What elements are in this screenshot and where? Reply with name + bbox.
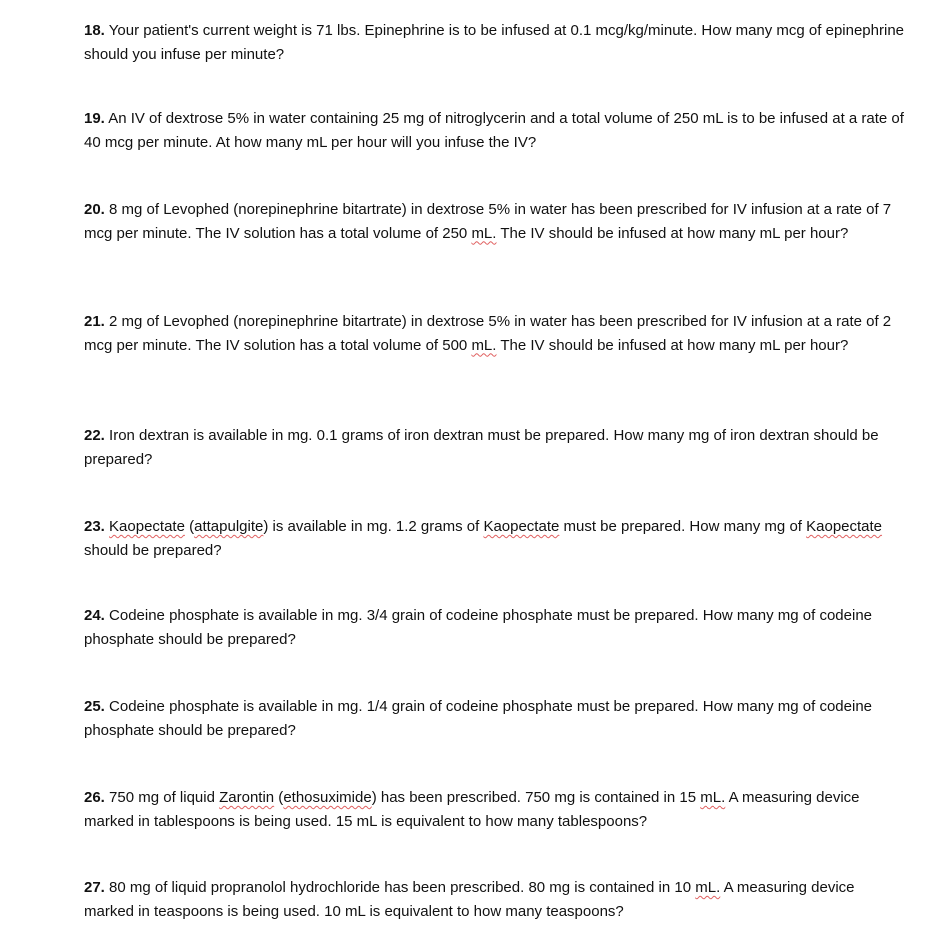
question-number: 20. (84, 201, 105, 218)
question-text: ( (274, 789, 284, 806)
question-25 (84, 695, 904, 742)
spellcheck-flagged-word: Kaopectate (806, 518, 883, 535)
question-text: Your patient's current weight is 71 lbs. Epinephrine is to be infused at 0.1 mcg/kg/minute. How many mcg of epinephrine should you infuse per minute? (84, 22, 905, 63)
question-number: 23. (84, 518, 105, 535)
question-text: ) is available in mg. 1.2 grams of (263, 518, 484, 535)
question-text: An IV of dextrose 5% in water containing 25 mg of nitroglycerin and a total volume of 250 mL is to be infused at a rate of 40 mcg per minute. At how many mL per hour will you infuse the IV? (84, 110, 904, 151)
question-text: ) has been prescribed. 750 mg is contained in 15 (371, 789, 701, 806)
question-text: A measuring device marked in tablespoons is being used. 15 mL is equivalent to how many tablespoons? (84, 789, 860, 830)
question-text: Codeine phosphate is available in mg. 3/4 grain of codeine phosphate must be prepared. How many mg of codeine phosphate should be prepared? (84, 607, 873, 648)
question-text: 750 mg of liquid (104, 789, 220, 806)
question-22 (84, 424, 904, 471)
question-text: The IV should be infused at how many mL per hour? (496, 336, 849, 354)
spellcheck-flagged-word: ethosuximide (283, 789, 372, 806)
question-text: A measuring device marked in teaspoons is being used. 10 mL is equivalent to how many teaspoons? (84, 879, 855, 920)
question-20 (84, 198, 904, 245)
question-text: must be prepared. How many mg of (559, 518, 807, 535)
question-text: The IV should be infused at how many mL per hour? (496, 224, 849, 242)
question-23 (84, 515, 904, 562)
question-number: 27. (84, 879, 105, 896)
spellcheck-flagged-word: Kaopectate (109, 518, 185, 535)
spellcheck-flagged-word: Zarontin (219, 789, 275, 806)
question-number: 21. (84, 313, 105, 330)
question-24 (84, 604, 904, 651)
question-text: 80 mg of liquid propranolol hydrochloride has been prescribed. 80 mg is contained in 10 (104, 879, 696, 896)
question-number: 24. (84, 607, 105, 624)
spellcheck-flagged-word: mL. (471, 224, 497, 242)
question-text: 2 mg of Levophed (norepinephrine bitartrate) in dextrose 5% in water has been prescribed for IV infusion at a rate of 2 mcg per minute. The IV solution has a total volume of 500 (84, 313, 892, 354)
spellcheck-flagged-word: mL. (471, 336, 497, 354)
question-18 (84, 19, 904, 66)
question-26 (84, 786, 904, 833)
question-number: 18. (84, 22, 105, 39)
spellcheck-flagged-word: mL. (695, 879, 721, 896)
question-21 (84, 310, 904, 357)
question-text: Iron dextran is available in mg. 0.1 grams of iron dextran must be prepared. How many mg of iron dextran should be prepared? (84, 427, 879, 468)
question-number: 19. (84, 110, 105, 127)
spellcheck-flagged-word: attapulgite (194, 518, 264, 535)
question-19 (84, 107, 904, 154)
question-number: 22. (84, 427, 105, 444)
question-text: should be prepared? (84, 541, 222, 559)
question-number: 25. (84, 698, 105, 715)
question-text: 8 mg of Levophed (norepinephrine bitartrate) in dextrose 5% in water has been prescribed for IV infusion at a rate of 7 mcg per minute. The IV solution has a total volume of 250 (84, 201, 892, 242)
spellcheck-flagged-word: mL. (700, 789, 726, 806)
question-27 (84, 876, 904, 923)
question-text: ( (184, 518, 195, 535)
question-text: Codeine phosphate is available in mg. 1/4 grain of codeine phosphate must be prepared. How many mg of codeine phosphate should be prepared? (84, 698, 873, 739)
question-number: 26. (84, 789, 105, 806)
spellcheck-flagged-word: Kaopectate (483, 518, 560, 535)
